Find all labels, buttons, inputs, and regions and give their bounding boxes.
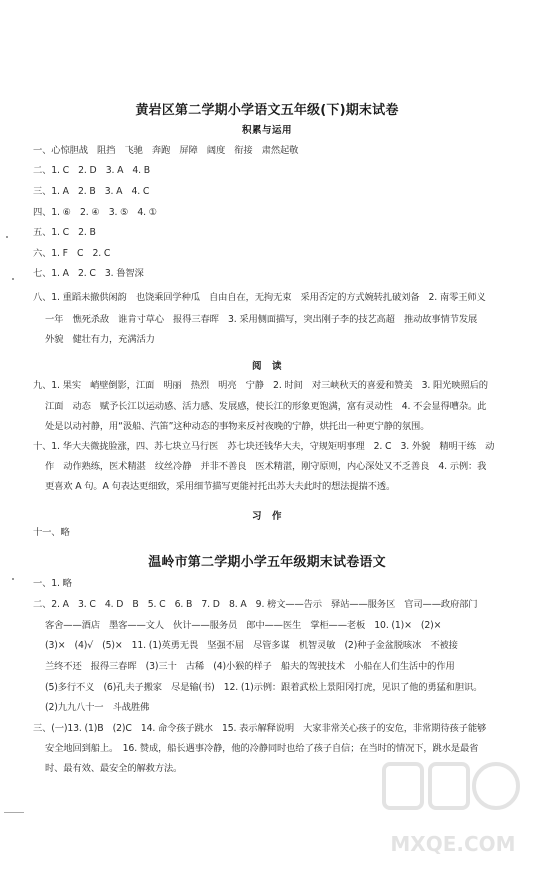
answer-line: 十、1. 华大夫微拢脸涨，四、苏七块立马行医 苏七块还钱华大夫，守规矩明事理 2. C 3. 外貌 精明干练 动 — [33, 441, 495, 452]
answer-line: 处是以动衬静，用“汲船、汽笛”这种动态的事物来反衬夜晚的宁静，烘托出一种更宁静的氛围。 — [45, 421, 430, 432]
margin-mark — [6, 236, 8, 238]
reading-heading: 阅 读 — [251, 361, 282, 372]
answer-line: 一年 憔死杀敌 谁肯寸草心 报得三春晖 3. 采用侧面描写，突出刚子李的技艺高超 推动故事情节发展 — [45, 314, 478, 325]
margin-mark — [4, 812, 24, 813]
watermark-logo — [378, 756, 528, 866]
answer-line: 六、1. F C 2. C — [33, 248, 111, 259]
answer-line: (2)九九八十一 斗战胜佛 — [45, 702, 150, 713]
answer-line: 二、2. A 3. C 4. D B 5. C 6. B 7. D 8. A 9. 榜文——告示 驿站——服务区 官司——政府部门 — [33, 599, 478, 610]
section2-title: 温岭市第二学期小学五年级期末试卷语文 — [148, 555, 386, 570]
answer-line: 一、1. 略 — [33, 578, 72, 589]
writing-heading: 习 作 — [251, 511, 282, 522]
margin-mark — [12, 278, 14, 280]
section1-subheading: 积累与运用 — [241, 125, 292, 136]
answer-line: 七、1. A 2. C 3. 鲁智深 — [33, 268, 144, 279]
answer-line: 三、1. A 2. B 3. A 4. C — [33, 186, 150, 197]
answer-line: 客舍——酒店 墨客——文人 伙计——服务员 郎中——医生 掌柜——老板 10. (1)× (2)× — [45, 620, 442, 631]
answer-line: 十一、略 — [33, 527, 70, 538]
answer-line: 更喜欢 A 句。A 句表达更细致，采用细节描写更能衬托出苏大夫此时的想法提揣不透。 — [45, 481, 396, 492]
section1-title: 黄岩区第二学期小学语文五年级(下)期末试卷 — [135, 103, 399, 118]
answer-line: 三、(一)13. (1)B (2)C 14. 命令孩子跳水 15. 表示解释说明 大家非常关心孩子的安危，非常期待孩子能够 — [33, 723, 487, 734]
margin-mark — [12, 578, 14, 580]
answer-line: 九、1. 果实 峭壁倒影，江面 明丽 热烈 明亮 宁静 2. 时间 对三峡秋天的喜爱和赞美 3. 阳光映照后的 — [33, 380, 488, 391]
answer-line: 一、心惊胆战 阻挡 飞驰 奔跑 屏障 阔度 衔接 肃然起敬 — [33, 145, 299, 156]
watermark-text: MXQE.COM — [390, 832, 516, 856]
answer-line: 兰终不还 报得三春晖 (3)三十 古稀 (4)小猴的样子 船夫的驾驶技术 小船在人们生活中的作用 — [45, 661, 455, 672]
answer-line: 四、1. ⑥ 2. ④ 3. ⑤ 4. ① — [33, 207, 157, 218]
answer-line: 安全地回到船上。 16. 赞成，船长遇事冷静，他的冷静同时也给了孩子自信；在当时的情况下，跳水是最省 — [45, 743, 479, 754]
answer-line: 作 动作熟练，医术精湛 纹丝冷静 并非不善良 医术精湛，刚守原则，内心深处又不乏善良 4. 示例：我 — [45, 461, 487, 472]
answer-line: 江面 动态 赋予长江以运动感、活力感、发展感，使长江的形象更饱满，富有灵动性 4. 不会显得嘈杂。此 — [45, 401, 487, 412]
watermark-icon — [378, 756, 528, 866]
answer-line: 外貌 健壮有力，充满活力 — [45, 334, 155, 345]
answer-line: 五、1. C 2. B — [33, 227, 96, 238]
answer-line: 八、1. 重蹈未撤供闲韵 也饶乘回学种瓜 自由自在，无拘无束 采用否定的方式婉转扎破刘备 2. 南零王师义 — [33, 292, 486, 303]
answer-line: 二、1. C 2. D 3. A 4. B — [33, 165, 151, 176]
answer-line: (5)多行不义 (6)孔夫子搬家 尽是输(书) 12. (1)示例：跟着武松上景阳冈打虎，见识了他的勇猛和胆识。 — [45, 682, 483, 693]
answer-line: 时、最有效、最安全的解救方法。 — [45, 763, 183, 774]
answer-line: (3)× (4)√ (5)× 11. (1)英勇无畏 坚强不屈 尽管多谋 机智灵敏 (2)种子金盆脱咳冰 不被接 — [45, 640, 458, 651]
